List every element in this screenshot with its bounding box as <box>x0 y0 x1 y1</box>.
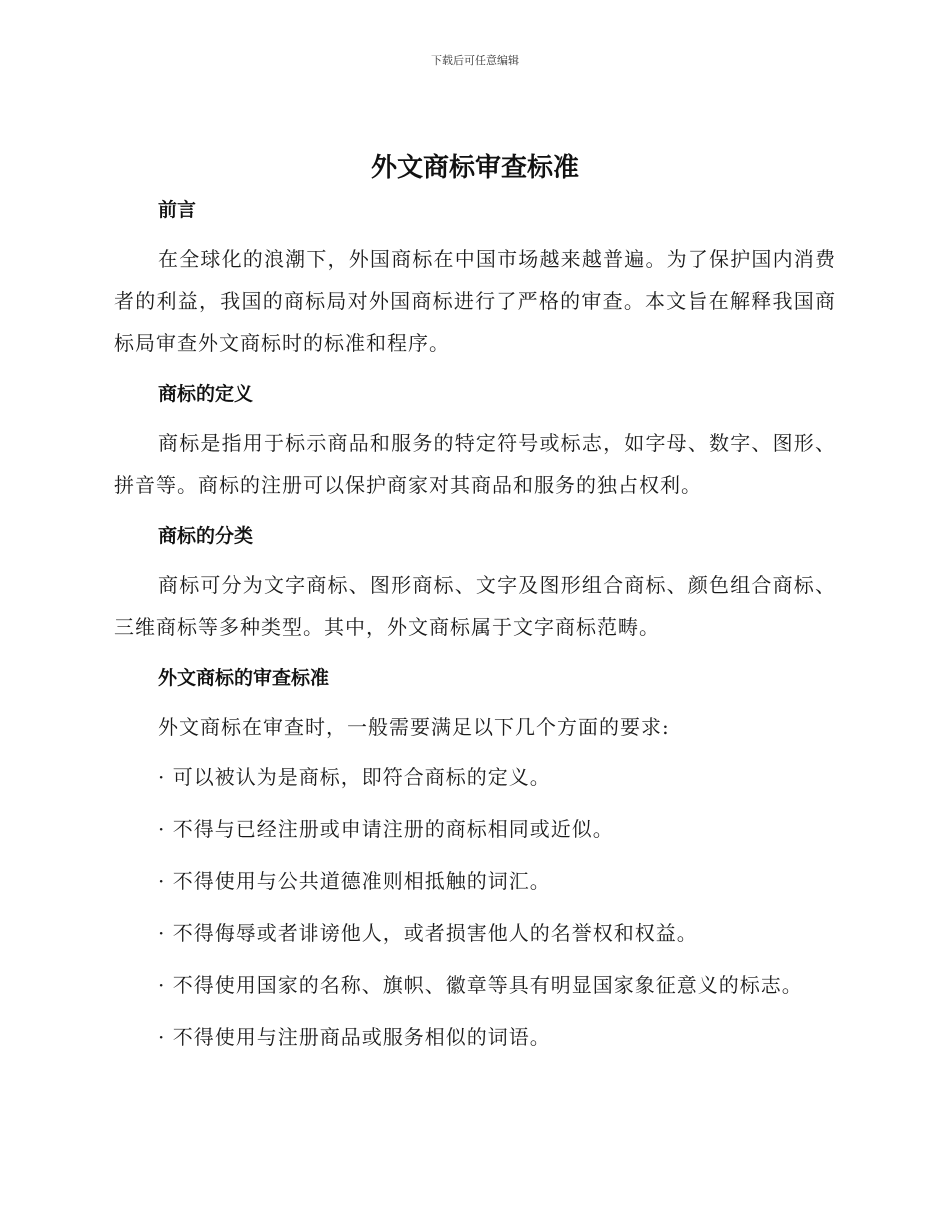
list-item: · 可以被认为是商标，即符合商标的定义。 <box>158 765 551 789</box>
review-standards-list <box>114 756 836 1058</box>
section-heading-review-standards: 外文商标的审查标准 <box>158 667 330 689</box>
list-item: · 不得使用与公共道德准则相抵触的词汇。 <box>158 869 551 893</box>
classification-paragraph: 商标可分为文字商标、图形商标、文字及图形组合商标、颜色组合商标、三维商标等多种类型。其中，外文商标属于文字商标范畴。 <box>114 573 836 639</box>
section-heading-definition: 商标的定义 <box>158 383 254 405</box>
header-note: 下载后可任意编辑 <box>431 54 519 67</box>
list-item: · 不得侮辱或者诽谤他人，或者损害他人的名誉权和权益。 <box>158 921 698 945</box>
list-item: · 不得使用与注册商品或服务相似的词语。 <box>158 1025 551 1049</box>
document-title: 外文商标审查标准 <box>370 153 579 183</box>
review-standards-intro: 外文商标在审查时，一般需要满足以下几个方面的要求: <box>158 715 670 739</box>
section-heading-preface: 前言 <box>158 199 197 221</box>
list-item: · 不得与已经注册或申请注册的商标相同或近似。 <box>158 817 614 841</box>
document-body <box>114 190 836 1068</box>
preface-paragraph: 在全球化的浪潮下，外国商标在中国市场越来越普遍。为了保护国内消费者的利益，我国的商标局对外国商标进行了严格的审查。本文旨在解释我国商标局审查外文商标时的标准和程序。 <box>114 247 836 355</box>
list-item: · 不得使用国家的名称、旗帜、徽章等具有明显国家象征意义的标志。 <box>158 973 803 997</box>
section-heading-classification: 商标的分类 <box>158 525 254 547</box>
definition-paragraph: 商标是指用于标示商品和服务的特定符号或标志，如字母、数字、图形、拼音等。商标的注册可以保护商家对其商品和服务的独占权利。 <box>114 431 836 497</box>
